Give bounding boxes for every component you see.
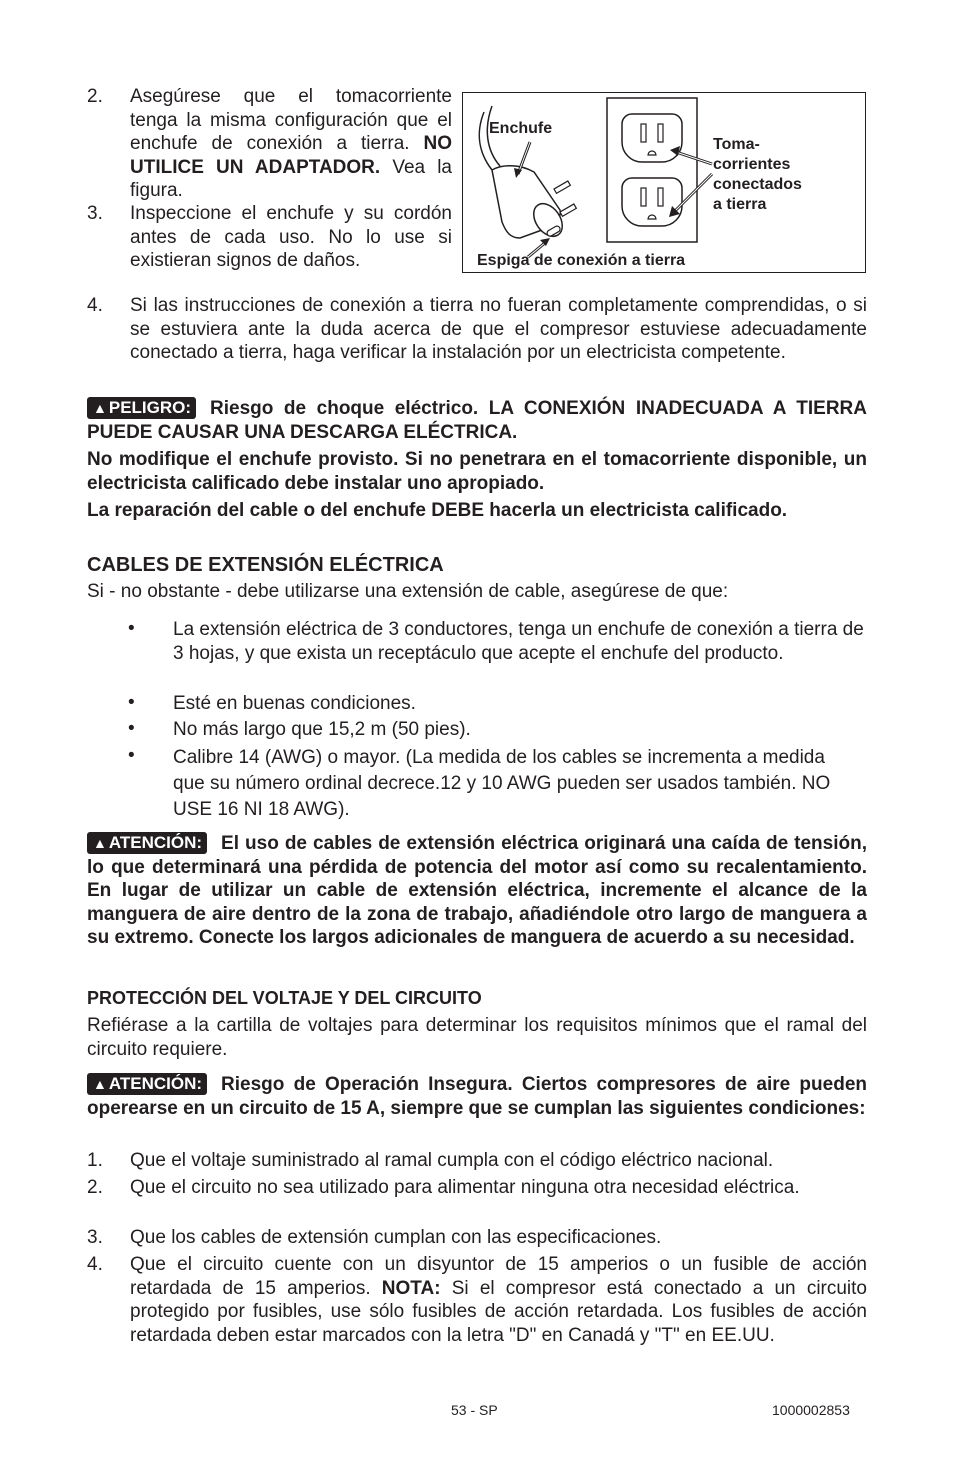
caution-badge: ▲ ATENCIÓN: <box>87 1073 207 1095</box>
grounding-figure <box>462 92 866 273</box>
caution-badge: ▲ ATENCIÓN: <box>87 832 207 854</box>
warning-icon: ▲ <box>93 400 107 416</box>
list-number: 1. <box>87 1150 103 1171</box>
list-number: 4. <box>87 295 103 316</box>
list-item-2: Asegúrese que el tomacorriente tenga la misma configuración que el enchufe de conexión a tierra. NO UTILICE UN ADAPTADOR. Vea la figura. <box>130 86 453 201</box>
caution-block-1: ▲ ATENCIÓN: El uso de cables de extensión eléctrica originará una caída de tensión, lo que determinará una pérdida de potencia del motor así como su recalentamiento. En lugar de utilizar un cable de extensión eléctrica, incremente el alcance de la manguera de aire dentro de la zona de trabajo, añadiéndole otro largo de manguera a su extremo. Conecte los largos adicionales de manguera de acuerdo a su necesidad. <box>87 833 867 948</box>
bullet-item: La extensión eléctrica de 3 conductores, tenga un enchufe de conexión a tierra de 3 hojas, y que exista un receptáculo que acepte el enchufe del producto. <box>173 619 864 664</box>
bullet-symbol: • <box>128 692 135 713</box>
pin-label: Espiga de conexión a tierra <box>477 252 686 269</box>
plug-label: Enchufe <box>489 120 553 137</box>
caution-block-2: ▲ ATENCIÓN: Riesgo de Operación Insegura. Ciertos compresores de aire pueden operearse en un circuito de 15 A, siempre que se cumplan las siguientes condiciones: <box>87 1074 867 1119</box>
list-item-3: Inspeccione el enchufe y su cordón antes de cada uso. No lo use si existieran signos de daños. <box>130 203 452 271</box>
bullet-item: Calibre 14 (AWG) o mayor. (La medida de los cables se incrementa a medida que su número ordinal decrece.12 y 10 AWG pueden ser usados también. NO USE 16 NI 18 AWG). <box>173 747 831 820</box>
danger-badge: ▲ PELIGRO: <box>87 397 196 419</box>
list-number: 2. <box>87 1177 103 1198</box>
document-number: 1000002853 <box>772 1402 850 1418</box>
list-number: 2. <box>87 86 103 107</box>
voltage-heading: PROTECCIÓN DEL VOLTAJE Y DEL CIRCUITO <box>87 988 482 1008</box>
bullet-symbol: • <box>128 718 135 739</box>
bullet-item: No más largo que 15,2 m (50 pies). <box>173 719 471 740</box>
bullet-item: Esté en buenas condiciones. <box>173 693 416 714</box>
list-item-4: Si las instrucciones de conexión a tierra no fueran completamente comprendidas, o si se estuviera ante la duda acerca de que el compresor estuviese adecuadamente conectado a tierra, haga verificar la instalación por un electricista competente. <box>130 295 867 363</box>
warning-icon: ▲ <box>93 835 107 851</box>
danger-text-2: No modifique el enchufe provisto. Si no penetrara en el tomacorriente disponible, un electricista calificado debe instalar uno apropiado. <box>87 449 867 494</box>
extension-heading: CABLES DE EXTENSIÓN ELÉCTRICA <box>87 554 444 576</box>
list-number: 4. <box>87 1254 103 1275</box>
voltage-text: Refiérase a la cartilla de voltajes para determinar los requisitos mínimos que el ramal del circuito requiere. <box>87 1015 867 1060</box>
condition-item-4: Que el circuito cuente con un disyuntor de 15 amperios o un fusible de acción retardada de 15 amperios. NOTA: Si el compresor está conectado a un circuito protegido por fusibles, use sólo fusibles de acción retardada. Los fusibles de acción retardada deben estar marcados con la letra "D" en Canadá y "T" en EE.UU. <box>130 1254 867 1346</box>
condition-item-3: Que los cables de extensión cumplan con las especificaciones. <box>130 1227 662 1248</box>
list-number: 3. <box>87 203 103 224</box>
list-number: 3. <box>87 1227 103 1248</box>
bullet-symbol: • <box>128 618 135 639</box>
condition-item-1: Que el voltaje suministrado al ramal cumpla con el código eléctrico nacional. <box>130 1150 774 1171</box>
outlet-label: Toma- corrientes conectados a tierra <box>713 136 802 213</box>
extension-intro: Si - no obstante - debe utilizarse una extensión de cable, asegúrese de que: <box>87 581 729 602</box>
page-number: 53 - SP <box>451 1402 498 1418</box>
warning-icon: ▲ <box>93 1076 107 1092</box>
danger-block: ▲ PELIGRO: Riesgo de choque eléctrico. LA CONEXIÓN INADECUADA A TIERRA PUEDE CAUSAR UNA DESCARGA ELÉCTRICA. <box>87 398 867 443</box>
danger-text-3: La reparación del cable o del enchufe DEBE hacerla un electricista calificado. <box>87 500 788 521</box>
condition-item-2: Que el circuito no sea utilizado para alimentar ninguna otra necesidad eléctrica. <box>130 1177 800 1198</box>
bullet-symbol: • <box>128 745 135 766</box>
